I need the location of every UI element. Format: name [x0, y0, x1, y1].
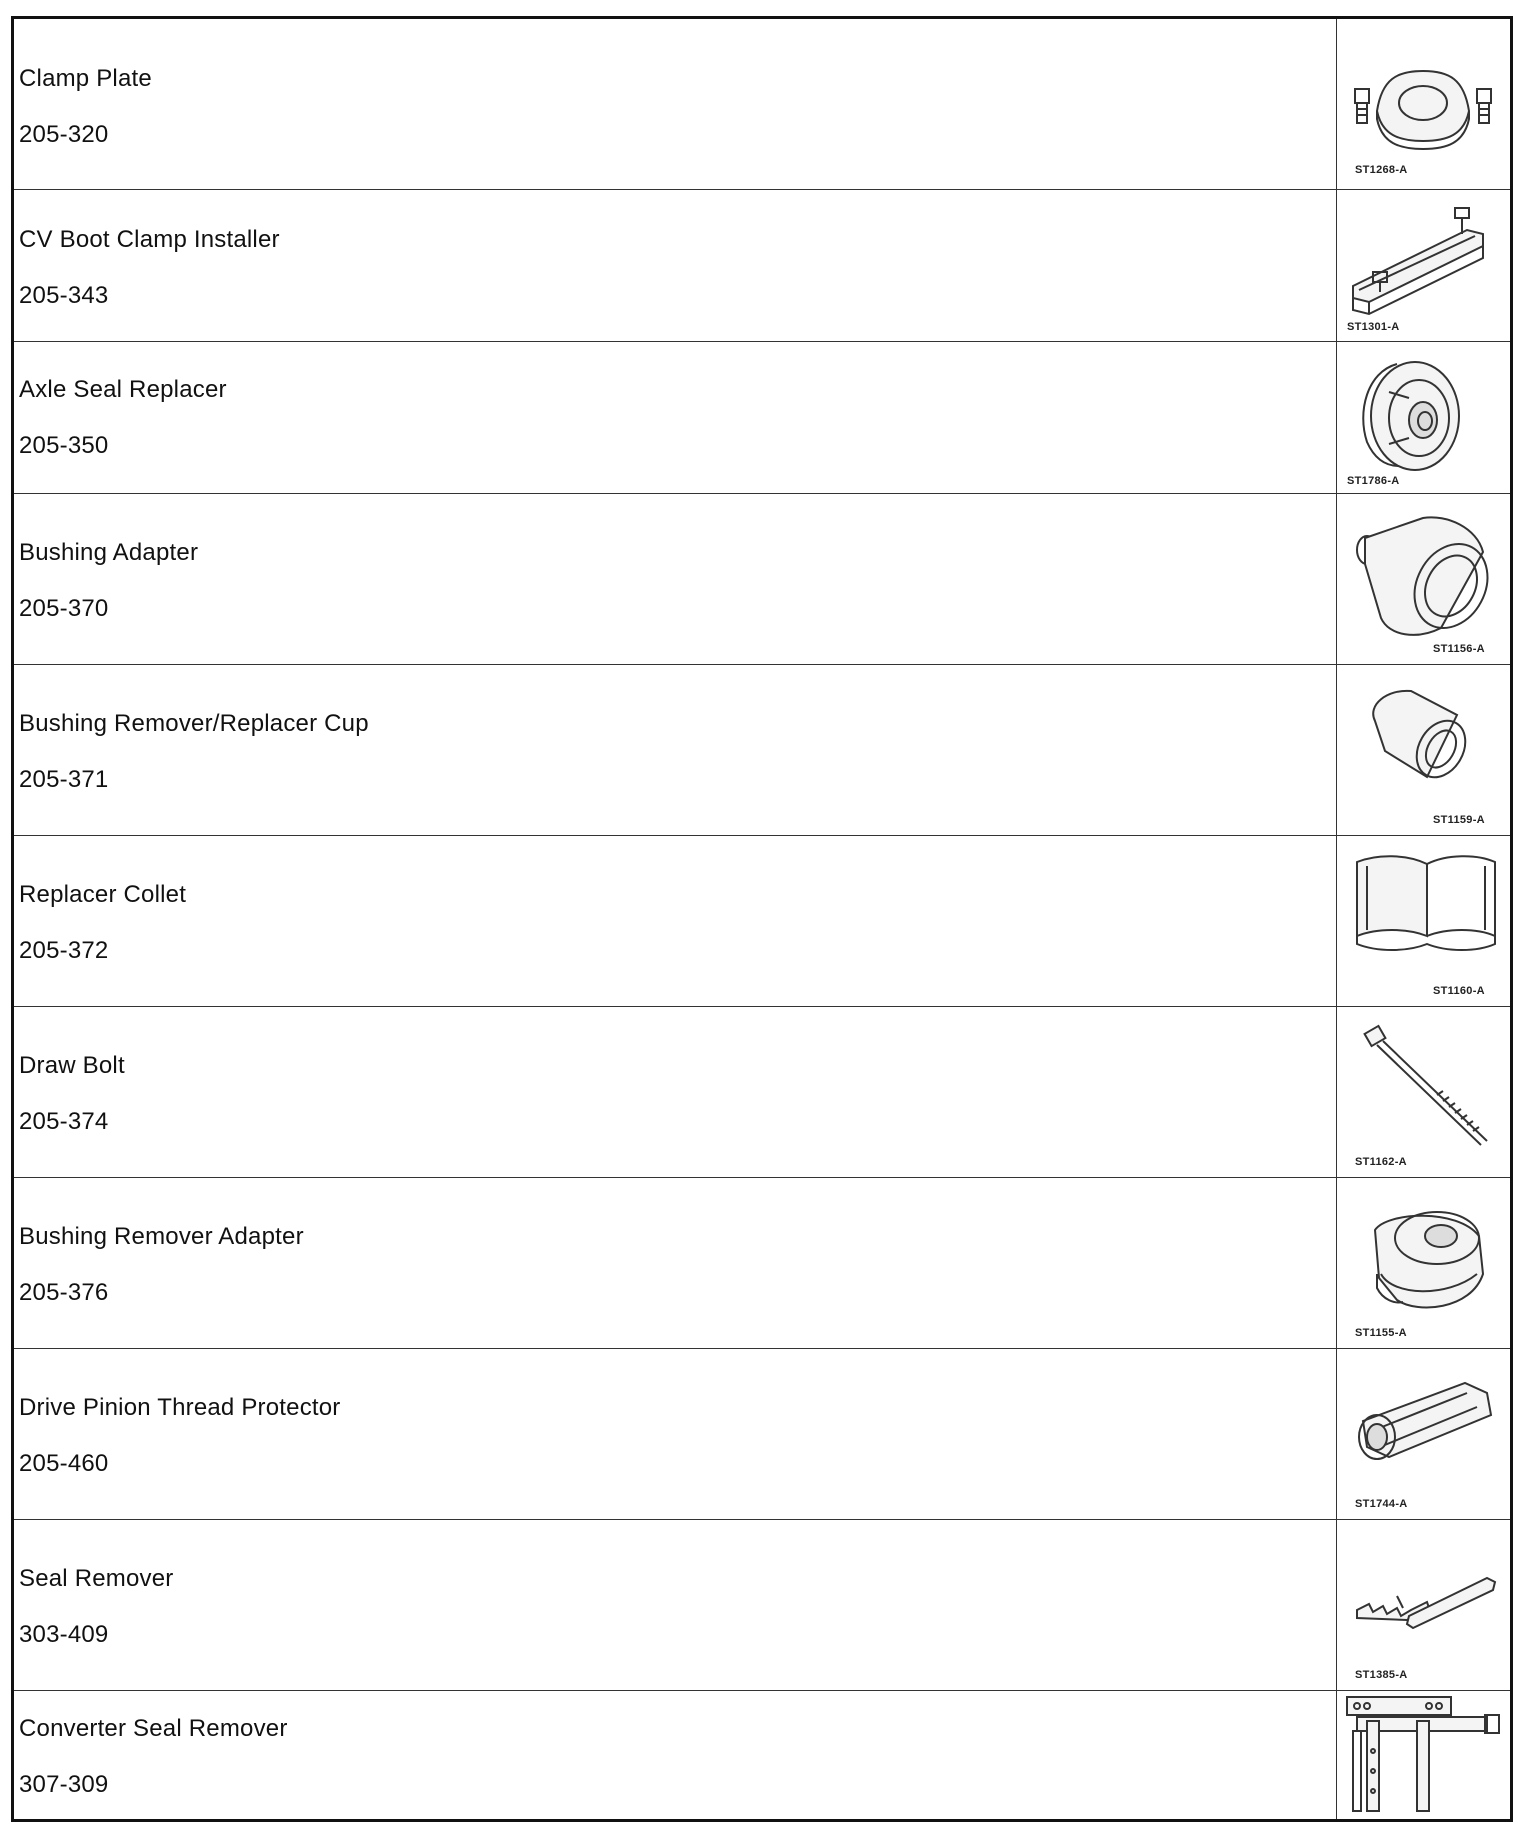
tool-illustration-cell — [1337, 494, 1510, 664]
tool-illustration-cell — [1337, 1520, 1510, 1690]
tool-number: 205-460 — [19, 1450, 109, 1477]
table-row — [14, 1691, 1510, 1819]
tool-number: 205-370 — [19, 595, 109, 622]
table-row — [14, 1178, 1510, 1349]
tool-name: Axle Seal Replacer — [19, 376, 227, 403]
tool-number: 205-374 — [19, 1108, 109, 1135]
table-row — [14, 19, 1510, 190]
tool-description-cell — [14, 1520, 1337, 1690]
thread-protector-icon — [1337, 1349, 1510, 1520]
table-row — [14, 1007, 1510, 1178]
image-code: ST1159-A — [1433, 814, 1485, 826]
bushing-adapter-icon — [1337, 494, 1510, 665]
converter-seal-remover-icon — [1337, 1691, 1510, 1819]
image-code: ST1385-A — [1355, 1669, 1408, 1681]
tool-illustration-cell — [1337, 342, 1510, 493]
table-row — [14, 342, 1510, 494]
image-code: ST1744-A — [1355, 1498, 1408, 1510]
tool-number: 307-309 — [19, 1771, 109, 1798]
tool-description-cell — [14, 1178, 1337, 1348]
tool-illustration-cell — [1337, 19, 1510, 189]
table-row — [14, 1520, 1510, 1691]
tool-description-cell — [14, 190, 1337, 341]
draw-bolt-icon — [1337, 1007, 1510, 1178]
tool-description-cell — [14, 665, 1337, 835]
image-code: ST1160-A — [1433, 985, 1485, 997]
tool-name: Bushing Adapter — [19, 539, 199, 566]
tool-name: CV Boot Clamp Installer — [19, 226, 280, 253]
tool-name: Bushing Remover Adapter — [19, 1223, 304, 1250]
tool-description-cell — [14, 19, 1337, 189]
table-row — [14, 665, 1510, 836]
replacer-collet-icon — [1337, 836, 1510, 1007]
tool-illustration-cell — [1337, 665, 1510, 835]
image-code: ST1268-A — [1355, 164, 1408, 176]
tool-illustration-cell — [1337, 1007, 1510, 1177]
tool-description-cell — [14, 1349, 1337, 1519]
remover-adapter-icon — [1337, 1178, 1510, 1349]
image-code: ST1786-A — [1347, 475, 1400, 487]
tool-name: Bushing Remover/Replacer Cup — [19, 710, 369, 737]
boot-clamp-installer-icon — [1337, 190, 1510, 342]
table-row — [14, 190, 1510, 342]
tool-number: 205-376 — [19, 1279, 109, 1306]
axle-seal-replacer-icon — [1337, 342, 1510, 494]
tool-illustration-cell — [1337, 1349, 1510, 1519]
tool-description-cell — [14, 342, 1337, 493]
tool-illustration-cell — [1337, 1178, 1510, 1348]
image-code: ST1156-A — [1433, 643, 1485, 655]
tool-name: Drive Pinion Thread Protector — [19, 1394, 341, 1421]
tool-name: Seal Remover — [19, 1565, 174, 1592]
table-row — [14, 1349, 1510, 1520]
table-row — [14, 494, 1510, 665]
tool-name: Converter Seal Remover — [19, 1715, 288, 1742]
tool-number: 205-372 — [19, 937, 109, 964]
tool-description-cell — [14, 494, 1337, 664]
tool-illustration-cell — [1337, 190, 1510, 341]
seal-remover-icon — [1337, 1520, 1510, 1691]
special-tools-table — [11, 16, 1513, 1822]
replacer-cup-icon — [1337, 665, 1510, 836]
tool-description-cell — [14, 1691, 1337, 1819]
tool-description-cell — [14, 836, 1337, 1006]
image-code: ST1155-A — [1355, 1327, 1407, 1339]
tool-number: 205-350 — [19, 432, 109, 459]
tool-illustration-cell — [1337, 836, 1510, 1006]
table-row — [14, 836, 1510, 1007]
tool-number: 205-320 — [19, 121, 109, 148]
tool-name: Draw Bolt — [19, 1052, 125, 1079]
tool-number: 303-409 — [19, 1621, 109, 1648]
tool-name: Replacer Collet — [19, 881, 187, 908]
tool-number: 205-343 — [19, 282, 109, 309]
tool-illustration-cell — [1337, 1691, 1510, 1819]
tool-name: Clamp Plate — [19, 65, 152, 92]
image-code: ST1301-A — [1347, 321, 1400, 333]
image-code: ST1162-A — [1355, 1156, 1407, 1168]
tool-description-cell — [14, 1007, 1337, 1177]
tool-number: 205-371 — [19, 766, 109, 793]
